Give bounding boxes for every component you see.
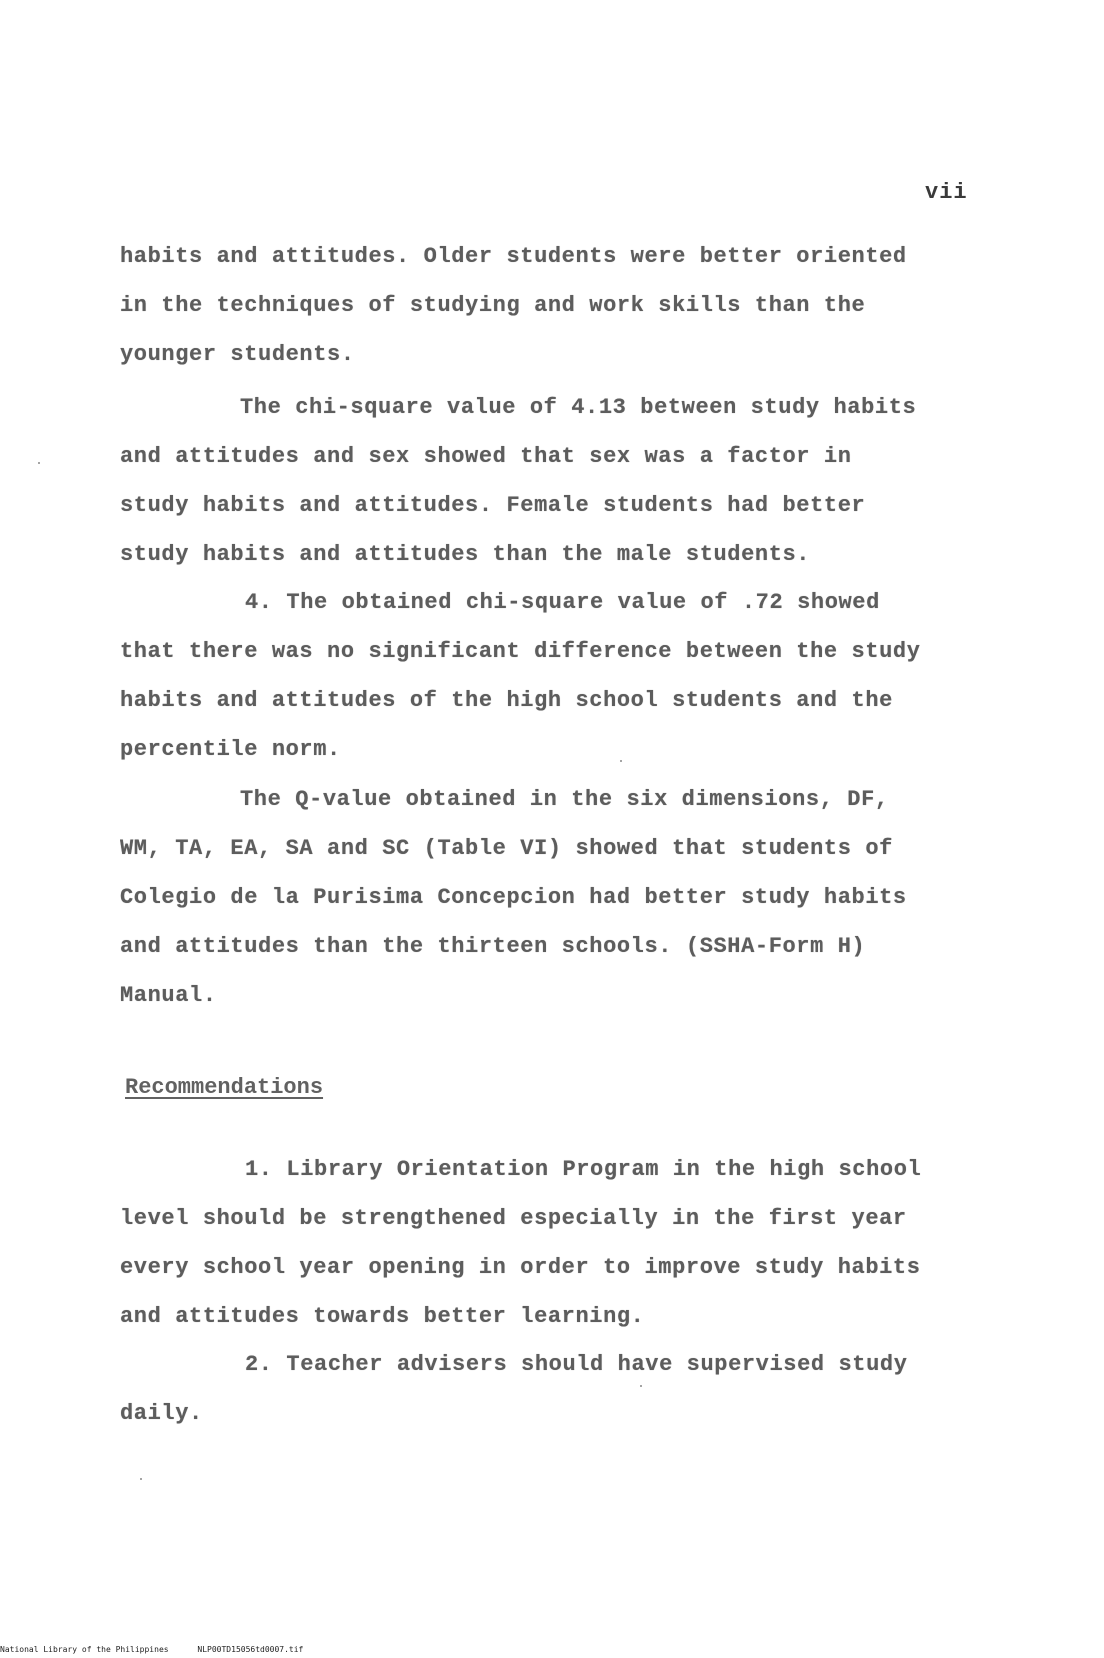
text-line: habits and attitudes of the high school students and the: [120, 688, 893, 713]
paragraph-chi-square-sex: [120, 383, 1000, 579]
scan-speck: [38, 462, 40, 464]
text-line: level should be strengthened especially in the first year: [120, 1206, 907, 1231]
page-number: vii: [925, 180, 968, 205]
text-line: Colegio de la Purisima Concepcion had better study habits: [120, 885, 907, 910]
text-line: The Q-value obtained in the six dimensions, DF,: [240, 787, 889, 812]
paragraph-finding-4: [120, 578, 1000, 774]
paragraph-continuation: [120, 232, 1000, 379]
text-line: study habits and attitudes. Female students had better: [120, 493, 866, 518]
text-line: that there was no significant difference between the study: [120, 639, 921, 664]
footer-library: National Library of the Philippines: [0, 1645, 169, 1654]
text-line: The chi-square value of 4.13 between study habits: [240, 395, 917, 420]
text-line: WM, TA, EA, SA and SC (Table VI) showed that students of: [120, 836, 893, 861]
scan-speck: [640, 1385, 642, 1387]
text-line: younger students.: [120, 342, 355, 367]
scan-speck: [140, 1478, 142, 1480]
text-line: and attitudes and sex showed that sex was a factor in: [120, 444, 852, 469]
text-line: daily.: [120, 1401, 203, 1426]
text-line: and attitudes towards better learning.: [120, 1304, 645, 1329]
text-line: every school year opening in order to improve study habits: [120, 1255, 921, 1280]
scan-footer: [0, 1645, 327, 1654]
text-line: percentile norm.: [120, 737, 341, 762]
text-line: habits and attitudes. Older students were better oriented: [120, 244, 907, 269]
text-line: and attitudes than the thirteen schools. (SSHA-Form H): [120, 934, 866, 959]
footer-filename: NLP00TD15056td0007.tif: [197, 1645, 304, 1654]
text-line: 2. Teacher advisers should have supervised study: [245, 1352, 908, 1377]
recommendation-2: [120, 1340, 1000, 1438]
text-line: 1. Library Orientation Program in the high school: [245, 1157, 922, 1182]
scan-speck: [620, 760, 622, 762]
paragraph-q-value: [120, 775, 1000, 1020]
text-line: in the techniques of studying and work skills than the: [120, 293, 866, 318]
recommendation-1: [120, 1145, 1000, 1341]
recommendations-heading: Recommendations: [125, 1075, 324, 1100]
text-line: 4. The obtained chi-square value of .72 showed: [245, 590, 880, 615]
text-line: study habits and attitudes than the male students.: [120, 542, 811, 567]
text-line: Manual.: [120, 983, 217, 1008]
